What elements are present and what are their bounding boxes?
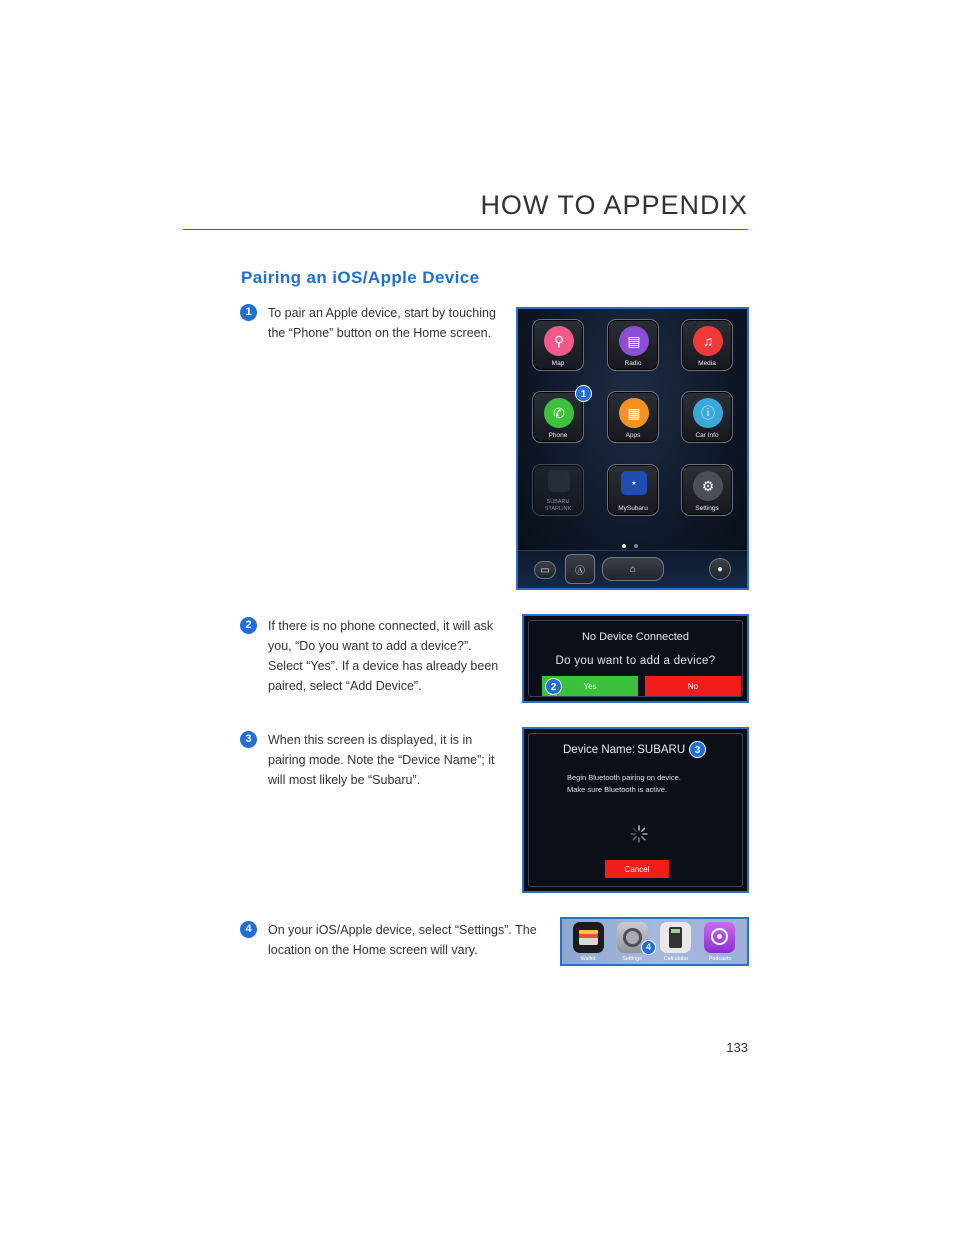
cancel-button[interactable]: Cancel bbox=[605, 860, 669, 878]
step-4-text: On your iOS/Apple device, select “Settings”. The location on the Home screen will vary. bbox=[268, 923, 537, 957]
wallet-icon[interactable] bbox=[573, 922, 604, 953]
step-2-text: If there is no phone connected, it will ask you, “Do you want to add a device?”. Select “Yes”. If a device has already been paired, select “Add Device”. bbox=[268, 619, 499, 693]
map-icon: ⚲ bbox=[544, 326, 574, 356]
pairing-instructions: Begin Bluetooth pairing on device. Make sure Bluetooth is active. bbox=[567, 773, 681, 794]
step-1-text: To pair an Apple device, start by touching the “Phone” button on the Home screen. bbox=[268, 306, 496, 340]
tile-media[interactable]: ♫ Media bbox=[681, 319, 733, 371]
page-number: 133 bbox=[726, 1040, 748, 1055]
step-2-number: 2 bbox=[240, 617, 257, 634]
ios-home-screenshot: Wallet Settings 4 Calculator Podcasts bbox=[560, 917, 749, 966]
callout-badge-3: 3 bbox=[689, 741, 706, 758]
step-1-number: 1 bbox=[240, 304, 257, 321]
yes-button[interactable]: Yes bbox=[542, 676, 638, 696]
tile-starlink[interactable]: SUBARU STARLINK bbox=[532, 464, 584, 516]
no-device-screenshot bbox=[522, 614, 749, 703]
profile-icon[interactable]: ● bbox=[709, 558, 731, 580]
device-name-line: Device Name: SUBARU bbox=[563, 744, 686, 756]
phone-icon: ✆ bbox=[544, 398, 574, 428]
tile-car-info[interactable]: ⓘ Car Info bbox=[681, 391, 733, 443]
pairing-screenshot bbox=[522, 727, 749, 893]
step-4-number: 4 bbox=[240, 921, 257, 938]
tile-settings[interactable]: ⚙ Settings bbox=[681, 464, 733, 516]
home-icon[interactable]: ⌂ bbox=[602, 557, 664, 581]
tile-apps[interactable]: ▦ Apps bbox=[607, 391, 659, 443]
page-heading: Pairing an iOS/Apple Device bbox=[241, 268, 480, 287]
device-name-value: SUBARU bbox=[637, 744, 686, 756]
bottom-bar bbox=[518, 550, 747, 588]
no-button[interactable]: No bbox=[645, 676, 741, 696]
starlink-icon bbox=[548, 470, 570, 492]
callout-badge-1: 1 bbox=[575, 385, 592, 402]
car-info-icon: ⓘ bbox=[693, 398, 723, 428]
step-3-number: 3 bbox=[240, 731, 257, 748]
apps-icon: ▦ bbox=[619, 398, 649, 428]
add-device-question: Do you want to add a device? bbox=[555, 655, 716, 667]
step-3-text: When this screen is displayed, it is in pairing mode. Note the “Device Name”; it will most likely be “Subaru”. bbox=[268, 733, 495, 787]
calculator-icon[interactable] bbox=[660, 922, 691, 953]
radio-icon: ▤ bbox=[619, 326, 649, 356]
media-icon: ♫ bbox=[693, 326, 723, 356]
settings-gear-icon: ⚙ bbox=[693, 471, 723, 501]
home-screen-screenshot bbox=[516, 307, 749, 590]
no-device-title: No Device Connected bbox=[581, 631, 689, 643]
tile-radio[interactable]: ▤ Radio bbox=[607, 319, 659, 371]
tile-map[interactable]: ⚲ Map bbox=[532, 319, 584, 371]
callout-badge-4: 4 bbox=[641, 940, 656, 955]
section-title: HOW TO APPENDIX bbox=[480, 190, 748, 220]
tile-phone[interactable]: ✆ Phone bbox=[532, 391, 584, 443]
callout-badge-2: 2 bbox=[545, 678, 562, 695]
loading-spinner-icon bbox=[629, 824, 649, 844]
title-rule bbox=[183, 229, 748, 230]
podcasts-icon[interactable] bbox=[704, 922, 735, 953]
tile-mysubaru[interactable]: ★ MySubaru bbox=[607, 464, 659, 516]
car-icon[interactable]: ▭ bbox=[534, 561, 556, 579]
mysubaru-icon: ★ bbox=[621, 471, 647, 495]
carplay-icon[interactable]: Ⓐ bbox=[565, 554, 595, 584]
